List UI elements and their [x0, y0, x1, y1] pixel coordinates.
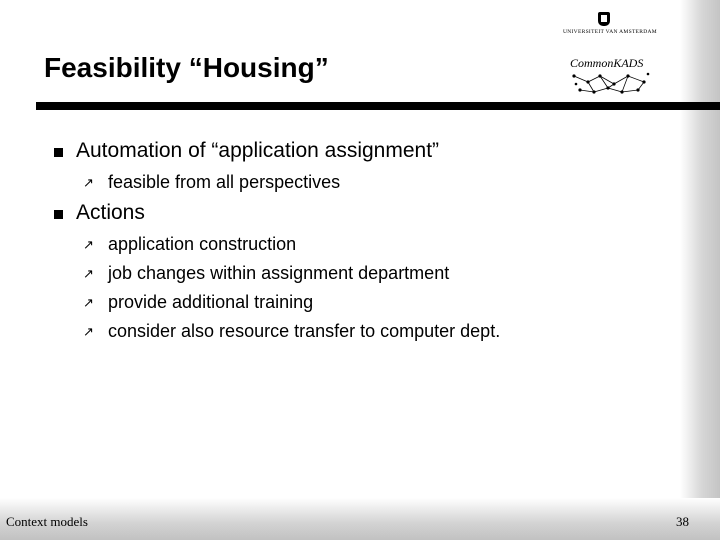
title-divider: [36, 102, 720, 110]
slide-shadow-right: [680, 0, 720, 540]
arrow-bullet-icon: ↗: [83, 295, 94, 310]
sub-bullet-item: job changes within assignment department: [108, 263, 450, 283]
commonkads-network-icon: [570, 70, 652, 96]
sub-bullet-item: consider also resource transfer to computer dept.: [108, 321, 501, 341]
sub-bullet-item: provide additional training: [108, 292, 314, 312]
arrow-bullet-icon: ↗: [83, 266, 94, 281]
bullet-item: Actions: [76, 201, 145, 224]
square-bullet-icon: [54, 148, 63, 157]
footer-section-label: Context models: [6, 514, 88, 529]
logo-university-text: UNIVERSITEIT VAN AMSTERDAM: [563, 29, 657, 35]
slide-shadow-bottom: [0, 498, 720, 540]
sub-bullet-item: application construction: [108, 234, 297, 254]
bullet-item: Automation of “application assignment”: [76, 139, 440, 162]
slide-title: Feasibility “Housing”: [44, 52, 329, 83]
arrow-bullet-icon: ↗: [83, 175, 94, 190]
logo-brand-text: CommonKADS: [570, 56, 644, 70]
logo: [562, 10, 658, 96]
page-number: 38: [676, 514, 689, 529]
sub-bullet-item: feasible from all perspectives: [108, 172, 341, 192]
university-crest-icon: [598, 12, 610, 26]
square-bullet-icon: [54, 210, 63, 219]
arrow-bullet-icon: ↗: [83, 237, 94, 252]
arrow-bullet-icon: ↗: [83, 324, 94, 339]
